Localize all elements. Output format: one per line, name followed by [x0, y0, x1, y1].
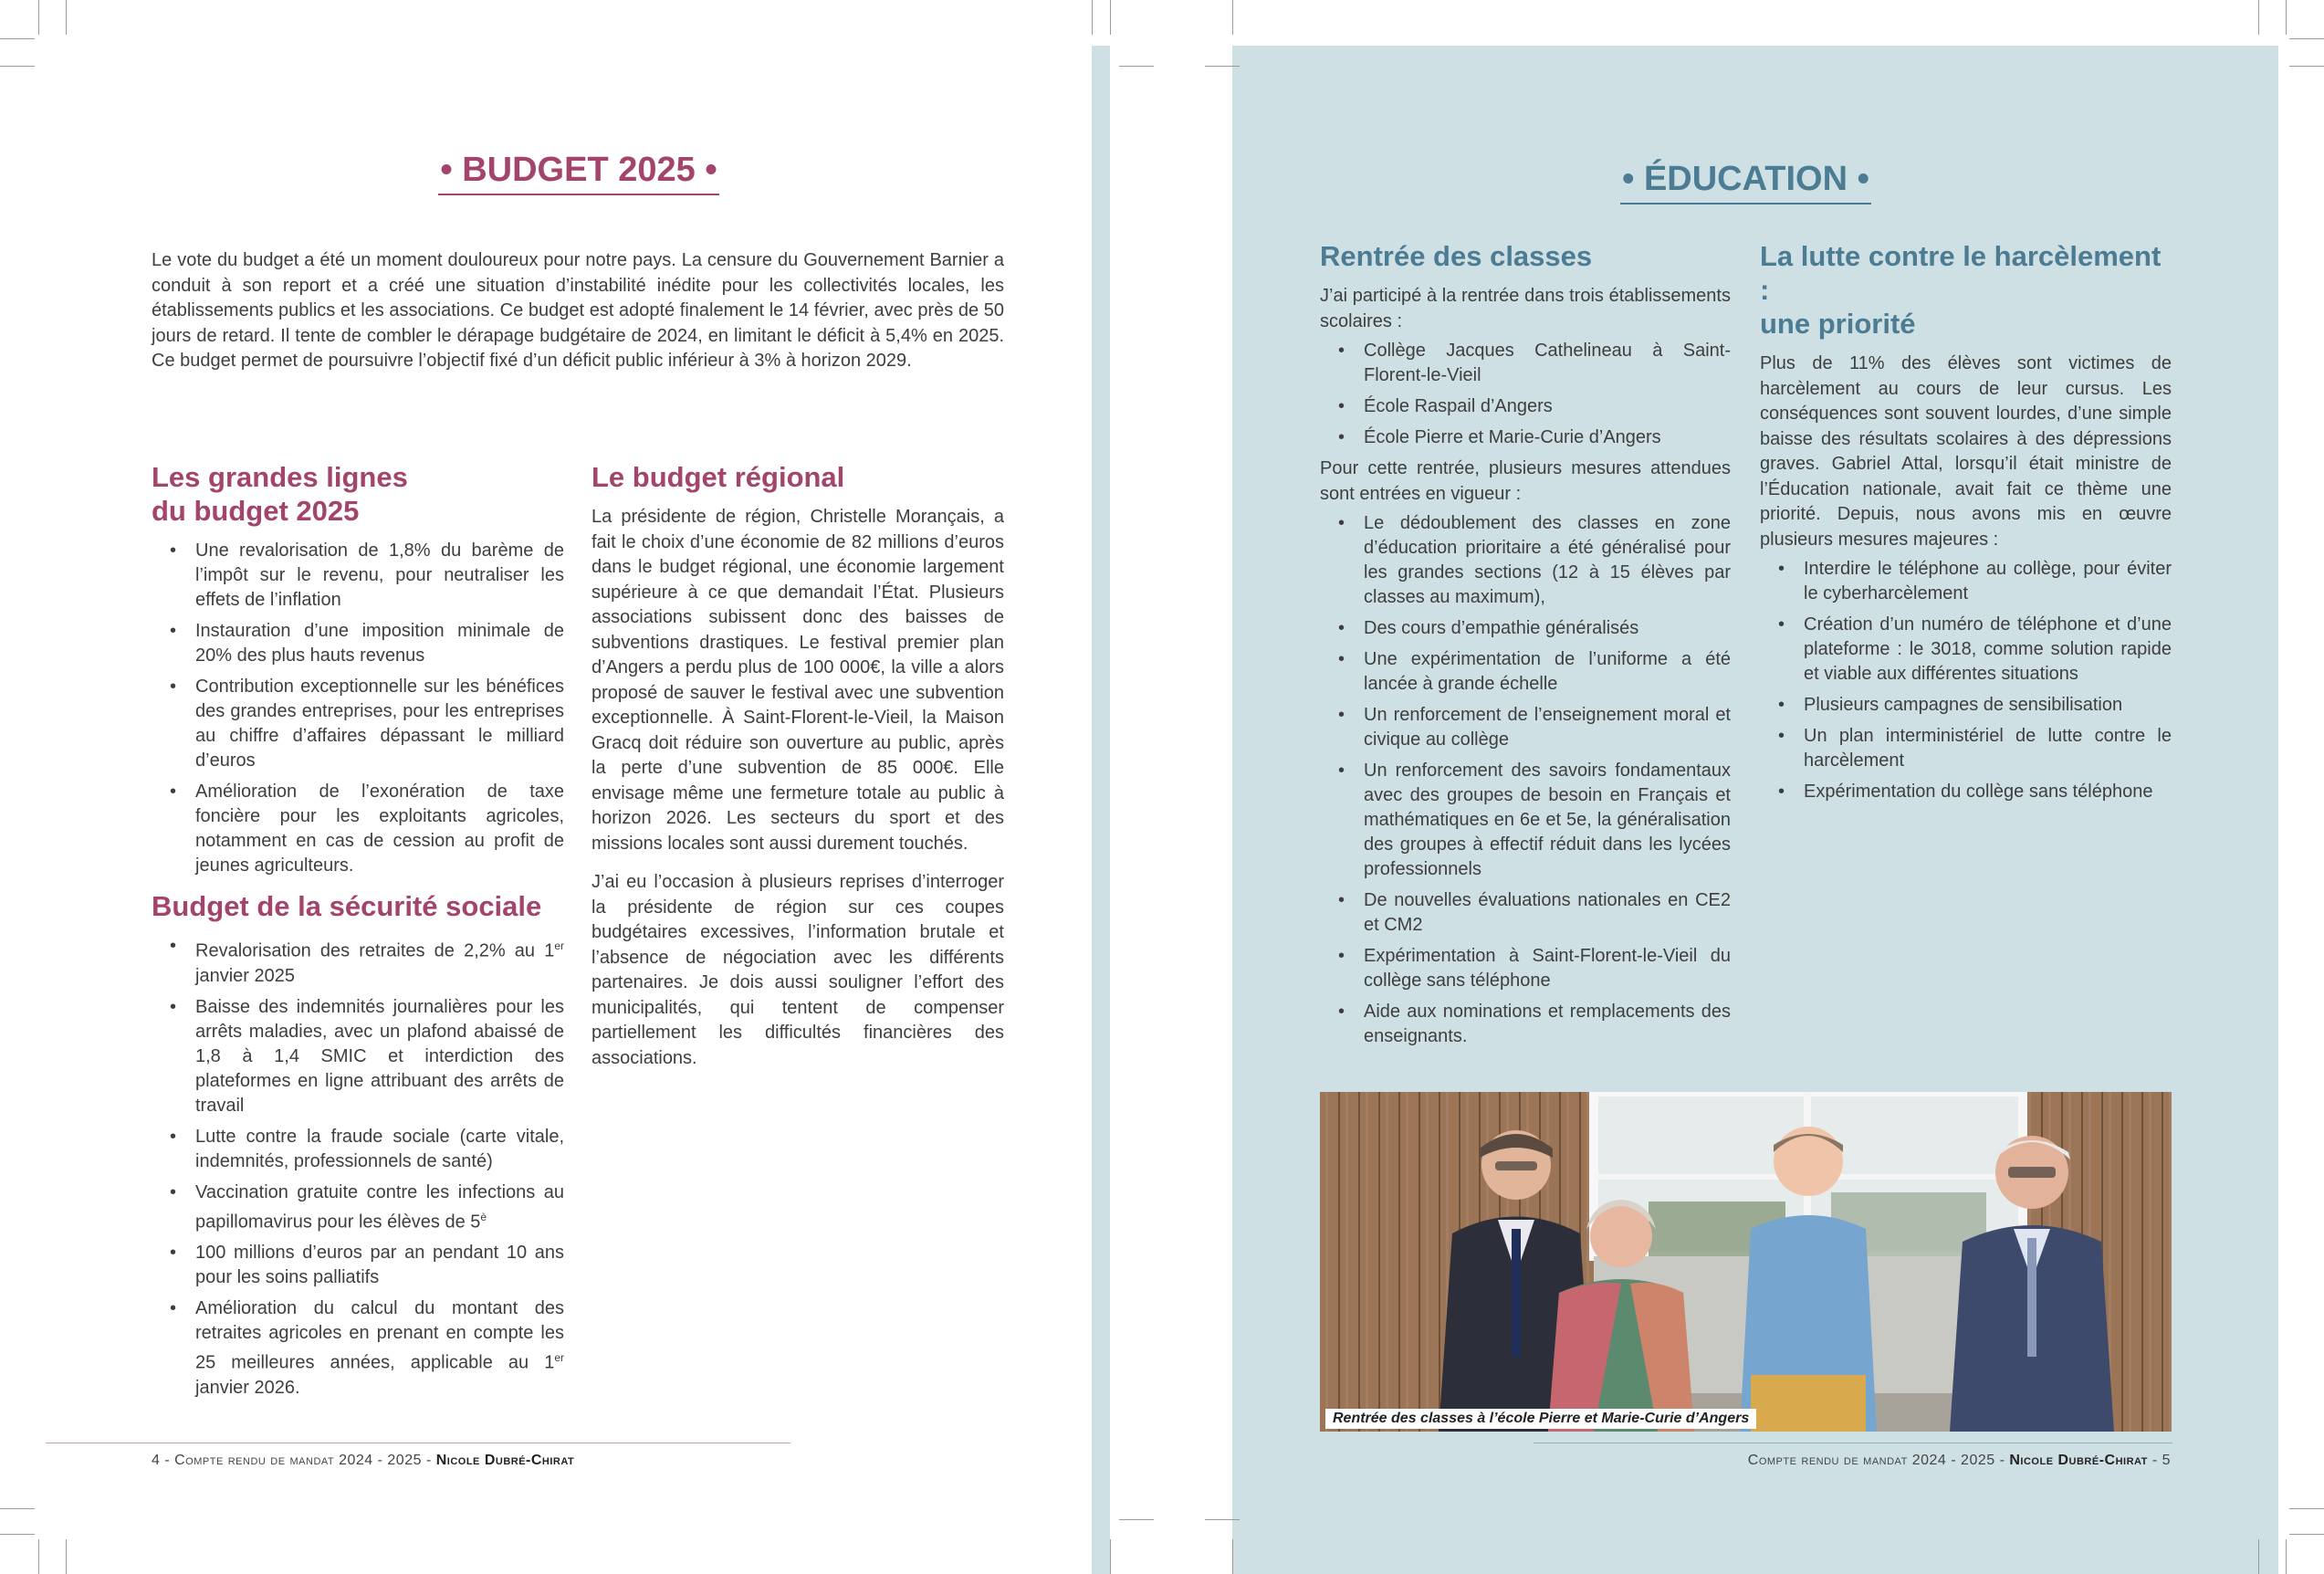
list-item: • Expérimentation à Saint-Florent-le-Vieil du collège sans téléphone: [1320, 944, 1731, 993]
education-title: • ÉDUCATION •: [1320, 159, 2172, 205]
right-column-1: [1320, 239, 1731, 1055]
footer-right: Compte rendu de mandat 2024 - 2025 - Nicole Dubré-Chirat - 5: [1747, 1453, 2171, 1468]
right-column-2: [1760, 239, 2172, 811]
heading-grandes-lignes: Les grandes lignes du budget 2025: [152, 461, 408, 527]
group-photo-illustration: [1320, 1092, 2172, 1432]
left-column-2: [591, 460, 1004, 1085]
harcelement-list: [1760, 557, 2172, 804]
mesures-intro: Pour cette rentrée, plusieurs mesures attendues sont entrées en vigueur :: [1320, 458, 1731, 504]
list-item: • Création d’un numéro de téléphone et d’une plateforme : le 3018, comme solution rapide et viable aux différentes situations: [1760, 613, 2172, 687]
group-photo: [1320, 1092, 2172, 1432]
footer-left: 4 - Compte rendu de mandat 2024 - 2025 - Nicole Dubré-Chirat: [152, 1453, 575, 1468]
list-item: • Lutte contre la fraude sociale (carte vitale, indemnités, professionnels de santé): [152, 1125, 564, 1174]
list-item: • Expérimentation du collège sans téléphone: [1760, 780, 2172, 804]
left-column-1: [152, 460, 564, 1407]
budget-title: • BUDGET 2025 •: [152, 150, 1006, 195]
list-item: • De nouvelles évaluations nationales en CE2 et CM2: [1320, 888, 1731, 938]
spread-gutter: [1110, 0, 1232, 1574]
heading-harcelement: La lutte contre le harcèlement : une priorité: [1760, 240, 2162, 340]
heading-securite-sociale: Budget de la sécurité sociale: [152, 890, 542, 922]
photo-caption: Rentrée des classes à l’école Pierre et Marie-Curie d’Angers: [1325, 1409, 1756, 1429]
list-item: • Vaccination gratuite contre les infections au papillomavirus pour les élèves de $5^è$: [152, 1180, 564, 1235]
budget-regional-text: La présidente de région, Christelle Morançais, a fait le choix d’une économie de 82 millions d’euros dans le budget régional, une économie largement supérieure à ce que demandait l’État. Plusieurs associations subissent donc des baisses de subventions drastiques. Le festival premier plan d’Angers a perdu plus de 100 000€, la ville a alors proposé de sauver le festival avec une subvention exceptionnelle. À Saint-Florent-le-Vieil, la Maison Gracq doit réduire son ouverture au public, après la perte d’une subvention de 85 000€. Elle envisage même une fermeture totale au public à horizon 2026. Les secteurs du sport et des missions locales sont aussi durement touchés. J’ai eu l’occasion à plusieurs reprises d’interroger la présidente de région sur ces coupes budgétaires excessives, l’information brutale et l’absence de négociation avec les différents partenaires. Je dois aussi souligner l’effort des municipalités, qui tentent de compenser partiellement les difficultés financières des associations.: [591, 507, 1004, 1068]
list-item: • Une expérimentation de l’uniforme a été lancée à grande échelle: [1320, 647, 1731, 697]
list-item: • Collège Jacques Cathelineau à Saint-Florent-le-Vieil: [1320, 339, 1731, 388]
list-item: • Amélioration du calcul du montant des retraites agricoles en prenant en compte les 25 meilleures années, applicable au 1er janvier 2026.: [152, 1296, 564, 1401]
list-item: • Des cours d’empathie généralisés: [1320, 616, 1731, 641]
budget-intro: Le vote du budget a été un moment douloureux pour notre pays. La censure du Gouvernement Barnier a conduit à son report et a créé une situation d’instabilité inédite pour les collectivités locales, les établissements publics et les associations. Ce budget est adopté finalement le 14 février, avec près de 50 jours de retard. Il tente de combler le dérapage budgétaire de 2024, en limitant le déficit à 5,4% en 2025. Ce budget permet de poursuivre l’objectif fixé d’un déficit public inférieur à 3% à horizon 2029.: [152, 250, 1004, 371]
list-item: • École Pierre et Marie-Curie d’Angers: [1320, 425, 1731, 450]
list-item: • Un renforcement de l’enseignement moral et civique au collège: [1320, 703, 1731, 752]
list-item: • Amélioration de l’exonération de taxe foncière pour les exploitants agricoles, notamment en cas de cession au profit de jeunes agriculteurs.: [152, 780, 564, 878]
list-item: • Baisse des indemnités journalières pour les arrêts maladies, avec un plafond abaissé de 1,8 à 1,4 SMIC et interdiction des plateformes en ligne attribuant des arrêts de travail: [152, 995, 564, 1118]
list-item: • Interdire le téléphone au collège, pour éviter le cyberharcèlement: [1760, 557, 2172, 606]
heading-rentree: Rentrée des classes: [1320, 240, 1593, 272]
list-item: • Plusieurs campagnes de sensibilisation: [1760, 693, 2172, 718]
list-item: • École Raspail d’Angers: [1320, 394, 1731, 419]
list-item: • 100 millions d’euros par an pendant 10 ans pour les soins palliatifs: [152, 1241, 564, 1290]
rentree-intro: J’ai participé à la rentrée dans trois établissements scolaires :: [1320, 286, 1731, 331]
list-item: • Le dédoublement des classes en zone d’éducation prioritaire a été généralisé pour les grandes sections (12 à 15 élèves par classes au maximum),: [1320, 511, 1731, 610]
list-item: • Aide aux nominations et remplacements des enseignants.: [1320, 1000, 1731, 1049]
harcelement-intro: Plus de 11% des élèves sont victimes de harcèlement au cours de leur cursus. Les conséquences sont souvent lourdes, d’une simple baisse des résultats scolaires à des dépressions graves. Gabriel Attal, lorsqu’il était ministre de l’Éducation nationale, avait fait ce thème une priorité. Depuis, nous avons mis en œuvre plusieurs mesures majeures :: [1760, 353, 2172, 550]
securite-sociale-list: [152, 934, 564, 1401]
grandes-lignes-list: [152, 539, 564, 878]
mesures-list: [1320, 511, 1731, 1049]
list-item: • Revalorisation des retraites de 2,2% au 1er janvier 2025: [152, 934, 564, 989]
list-item: • Un plan interministériel de lutte contre le harcèlement: [1760, 724, 2172, 773]
schools-list: [1320, 339, 1731, 450]
list-item: • Instauration d’une imposition minimale de 20% des plus hauts revenus: [152, 619, 564, 668]
list-item: • Une revalorisation de 1,8% du barème de l’impôt sur le revenu, pour neutraliser les effets de l’inflation: [152, 539, 564, 613]
list-item: • Contribution exceptionnelle sur les bénéfices des grandes entreprises, pour les entreprises au chiffre d’affaires dépassant le milliard d’euros: [152, 675, 564, 773]
heading-budget-regional: Le budget régional: [591, 461, 845, 493]
list-item: • Un renforcement des savoirs fondamentaux avec des groupes de besoin en Français et mathématiques en 6e et 5e, la généralisation des groupes à effectif réduit dans les lycées professionnels: [1320, 759, 1731, 882]
